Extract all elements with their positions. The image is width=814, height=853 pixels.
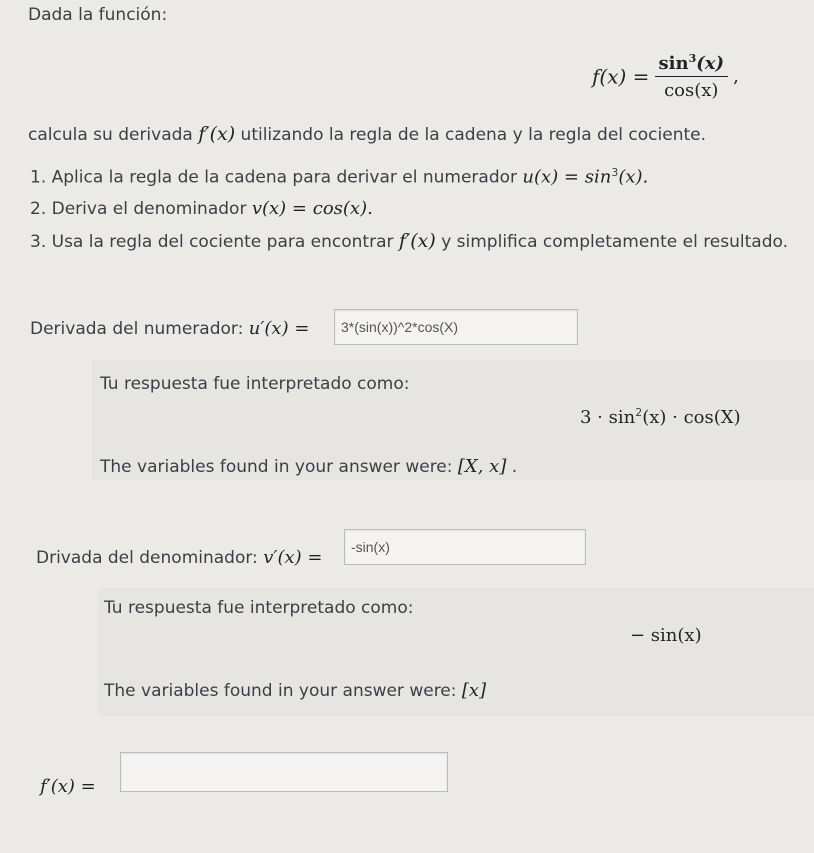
step-2 bbox=[30, 198, 373, 219]
instruction-line bbox=[28, 123, 706, 145]
denominator-interpreted: − sin(x) bbox=[630, 625, 702, 646]
instruction-post: utilizando la regla de la cadena y la regla del cociente. bbox=[240, 125, 707, 145]
step-1 bbox=[30, 166, 648, 188]
denominator-derivative-math: v′(x) = bbox=[263, 547, 323, 568]
denominator-derivative-text: Drivada del denominador: bbox=[36, 548, 258, 568]
function-trailing-comma: , bbox=[733, 66, 739, 87]
numerator-interpreted-power: 2 bbox=[635, 406, 643, 419]
step-1-math-tail: (x). bbox=[618, 166, 649, 188]
step-3-after: y simplifica completamente el resultado. bbox=[441, 232, 789, 252]
numerator-derivative-math: u′(x) = bbox=[248, 318, 310, 339]
fraction-denominator: cos(x) bbox=[664, 80, 719, 101]
instruction-pre: calcula su derivada bbox=[28, 125, 193, 145]
numerator-derivative-text: Derivada del numerador: bbox=[30, 319, 244, 339]
function-fraction bbox=[655, 52, 728, 101]
denominator-variables-label: The variables found in your answer were: bbox=[104, 681, 457, 701]
step-1-text: 1. Aplica la regla de la cadena para derivar el numerador bbox=[30, 167, 518, 188]
step-3-text: 3. Usa la regla del cociente para encontrar bbox=[30, 232, 394, 252]
function-lhs: f(x) = bbox=[592, 64, 650, 89]
denominator-derivative-label bbox=[36, 547, 322, 568]
final-answer-input[interactable] bbox=[120, 752, 448, 792]
denominator-variables: [x] bbox=[461, 680, 487, 701]
numerator-variables-label: The variables found in your answer were: bbox=[100, 457, 453, 477]
numerator-interpreted-pre: 3 · sin bbox=[580, 407, 636, 428]
main-function bbox=[592, 52, 739, 101]
fraction-numerator-power: 3 bbox=[688, 52, 697, 65]
denominator-derivative-input[interactable]: -sin(x) bbox=[344, 529, 586, 565]
fraction-numerator-arg: (x) bbox=[696, 53, 724, 74]
step-3-math: f′(x) bbox=[398, 230, 436, 252]
step-2-math: v(x) = cos(x). bbox=[251, 198, 373, 219]
step-3 bbox=[30, 230, 788, 252]
numerator-variables: [X, x] bbox=[457, 456, 507, 477]
numerator-derivative-input[interactable]: 3*(sin(x))^2*cos(X) bbox=[334, 309, 578, 345]
step-2-text: 2. Deriva el denominador bbox=[30, 199, 247, 219]
instruction-math: f′(x) bbox=[198, 123, 236, 145]
given-label: Dada la función: bbox=[28, 5, 168, 25]
step-1-power: 3 bbox=[611, 166, 619, 179]
final-answer-math: f′(x) = bbox=[40, 776, 96, 797]
numerator-interpreted-post: (x) · cos(X) bbox=[642, 407, 741, 428]
denominator-feedback-title: Tu respuesta fue interpretado como: bbox=[104, 598, 414, 618]
step-1-math: u(x) = sin bbox=[522, 166, 612, 188]
numerator-feedback-title: Tu respuesta fue interpretado como: bbox=[100, 374, 410, 394]
numerator-variables-line bbox=[100, 456, 517, 477]
fraction-numerator: sin bbox=[658, 53, 689, 74]
numerator-interpreted bbox=[580, 406, 741, 428]
numerator-derivative-label bbox=[30, 318, 309, 339]
denominator-variables-line bbox=[104, 680, 486, 701]
numerator-variables-tail: . bbox=[511, 457, 518, 477]
